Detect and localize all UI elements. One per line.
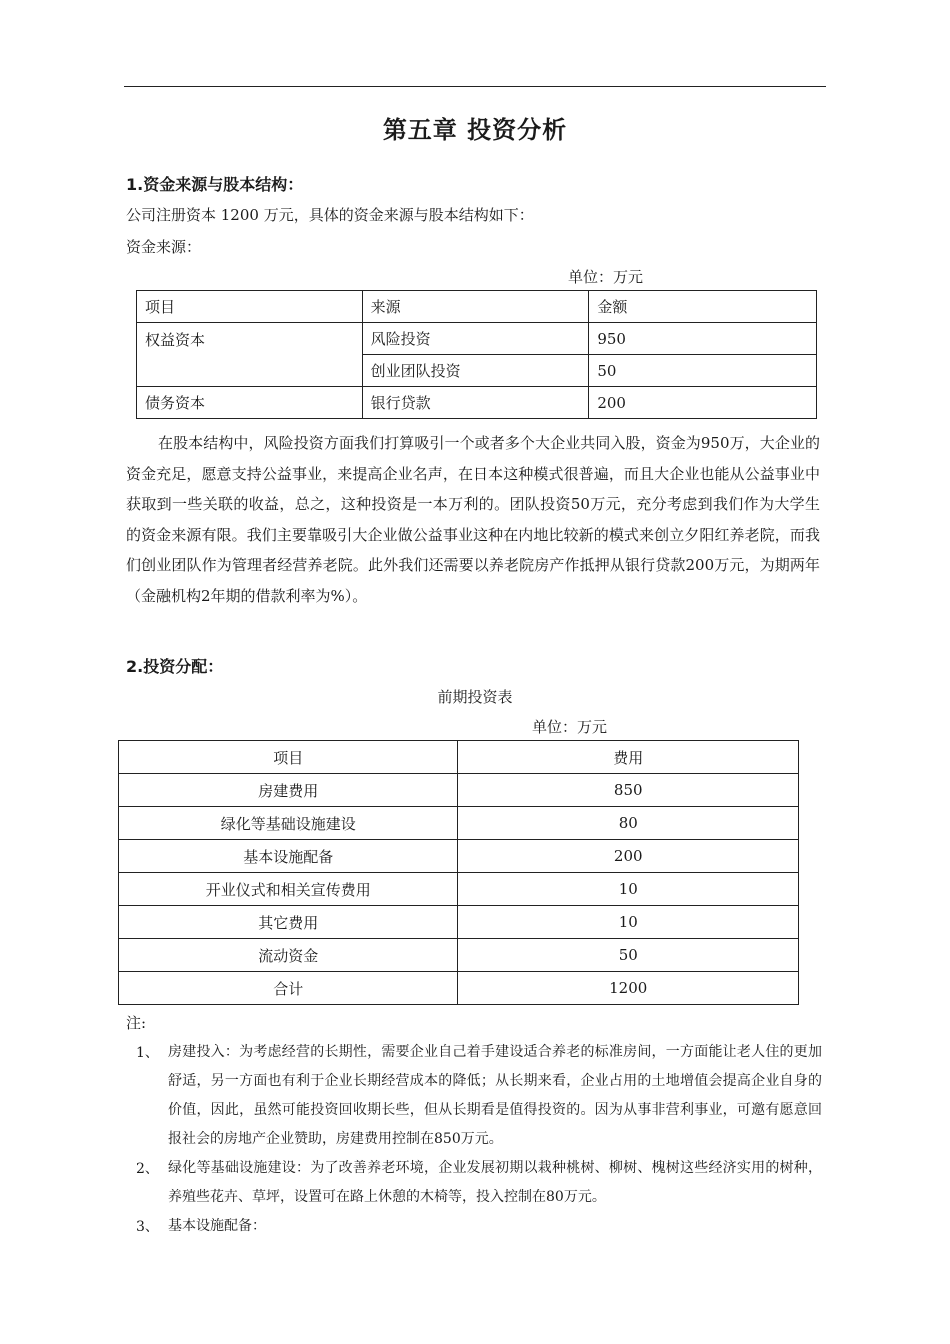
table-cell-amount: 950 <box>589 323 817 355</box>
section-1-heading: 1.资金来源与股本结构： <box>126 175 304 194</box>
table-cell-item: 权益资本 <box>137 323 363 387</box>
table-header-row <box>119 741 799 774</box>
table-cell-amount: 200 <box>589 387 817 419</box>
table-cell-cost: 10 <box>458 906 799 939</box>
table-row <box>119 807 799 840</box>
note-number: 1、 <box>136 1045 159 1061</box>
table-cell-source: 银行贷款 <box>362 387 589 419</box>
note-text: 基本设施配备： <box>168 1218 266 1234</box>
note-text: 房建投入：为考虑经营的长期性，需要企业自己着手建设适合养老的标准房间，一方面能让老人住的更加舒适，另一方面也有利于企业长期经营成本的降低；从长期来看，企业占用的土地增值会提高企业自身的价值，因此，虽然可能投资回收期长些，但从长期看是值得投资的。因为从事非营利事业，可邀有愿意回报社会的房地产企业赞助，房建费用控制在850万元。 <box>168 1044 822 1147</box>
investment-table-title: 前期投资表 <box>437 688 513 706</box>
funding-source-label: 资金来源： <box>126 238 202 256</box>
table-row <box>137 387 817 419</box>
unit-label-1: 单位：万元 <box>568 268 644 286</box>
table-cell-item: 流动资金 <box>119 939 458 972</box>
table-cell-cost: 1200 <box>458 972 799 1005</box>
note-number: 3、 <box>136 1219 159 1235</box>
table-cell-cost: 50 <box>458 939 799 972</box>
table-cell-item: 其它费用 <box>119 906 458 939</box>
table-cell-item: 开业仪式和相关宣传费用 <box>119 873 458 906</box>
table-row <box>119 873 799 906</box>
table-row <box>119 939 799 972</box>
table-header-row <box>137 291 817 323</box>
table-cell-item: 绿化等基础设施建设 <box>119 807 458 840</box>
header-rule <box>124 86 826 87</box>
table-cell-source: 风险投资 <box>362 323 589 355</box>
table-row <box>119 906 799 939</box>
table-cell-item: 合计 <box>119 972 458 1005</box>
table-cell-amount: 50 <box>589 355 817 387</box>
table-total-row <box>119 972 799 1005</box>
chapter-title: 第五章 投资分析 <box>382 116 568 144</box>
table-header-cell: 费用 <box>458 741 799 774</box>
section-2-heading: 2.投资分配： <box>126 657 224 676</box>
table-cell-cost: 80 <box>458 807 799 840</box>
table-cell-cost: 10 <box>458 873 799 906</box>
table-row <box>137 323 817 355</box>
table-row <box>119 774 799 807</box>
section-1-intro: 公司注册资本 1200 万元，具体的资金来源与股本结构如下： <box>126 206 534 224</box>
table-row <box>119 840 799 873</box>
table-cell-source: 创业团队投资 <box>362 355 589 387</box>
table-header-cell: 项目 <box>119 741 458 774</box>
table-header-cell: 来源 <box>362 291 589 323</box>
unit-label-2: 单位：万元 <box>532 718 608 736</box>
table-cell-item: 债务资本 <box>137 387 363 419</box>
investment-table <box>118 740 799 1005</box>
table-header-cell: 金额 <box>589 291 817 323</box>
table-cell-cost: 850 <box>458 774 799 807</box>
table-cell-item: 房建费用 <box>119 774 458 807</box>
note-text: 绿化等基础设施建设：为了改善养老环境，企业发展初期以栽种桃树、柳树、槐树这些经济实用的树种，养殖些花卉、草坪，设置可在路上休憩的木椅等，投入控制在80万元。 <box>168 1160 822 1205</box>
notes-label: 注: <box>126 1014 147 1032</box>
note-number: 2、 <box>136 1161 159 1177</box>
table-header-cell: 项目 <box>137 291 363 323</box>
table-cell-cost: 200 <box>458 840 799 873</box>
equity-structure-paragraph: 在股本结构中，风险投资方面我们打算吸引一个或者多个大企业共同入股，资金为950万，大企业的资金充足，愿意支持公益事业，来提高企业名声，在日本这种模式很普遍，而且大企业也能从公益事业中获取到一些关联的收益，总之，这种投资是一本万利的。团队投资50万元，充分考虑到我们作为大学生的资金来源有限。我们主要靠吸引大企业做公益事业这种在内地比较新的模式来创立夕阳红养老院，而我们创业团队作为管理者经营养老院。此外我们还需要以养老院房产作抵押从银行贷款200万元，为期两年（金融机构2年期的借款利率为%）。 <box>126 434 820 605</box>
table-cell-item: 基本设施配备 <box>119 840 458 873</box>
funding-source-table <box>136 290 817 419</box>
